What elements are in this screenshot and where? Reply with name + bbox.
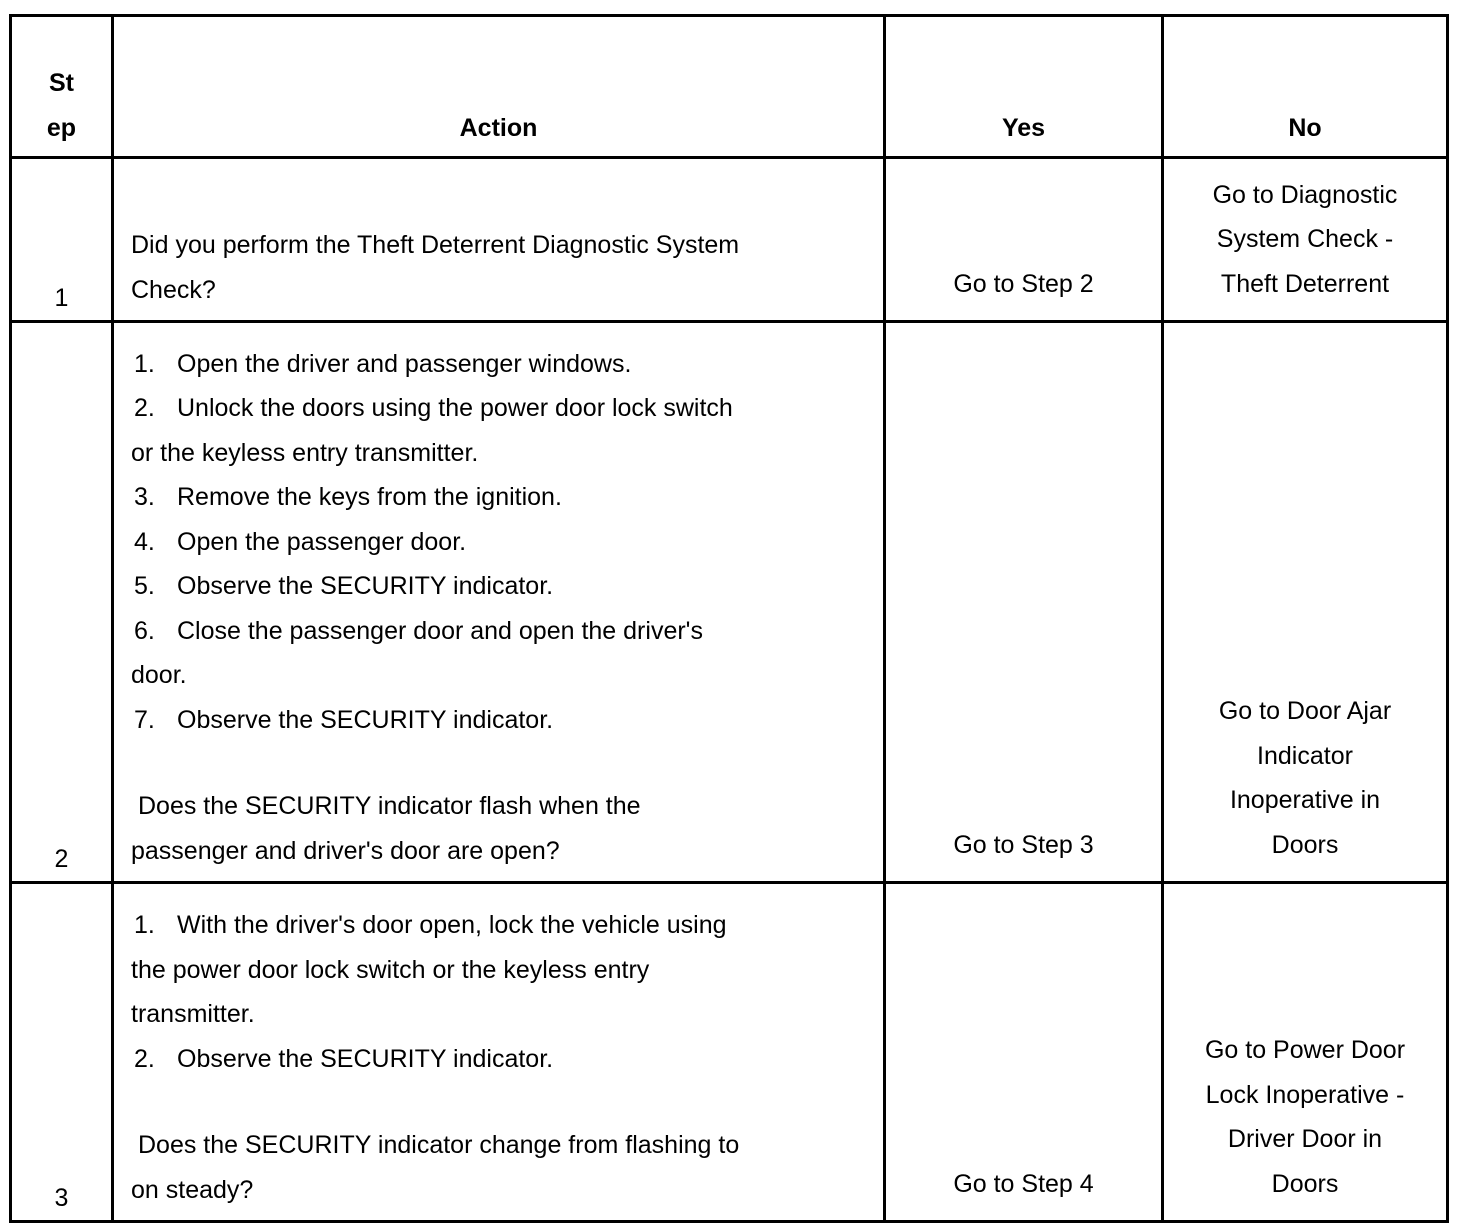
action-cell — [113, 883, 885, 1222]
list-item: 2. Unlock the doors using the power door lock switch — [134, 394, 733, 422]
step-number: 1 — [11, 158, 113, 322]
list-item: 5. Observe the SECURITY indicator. — [134, 572, 554, 600]
step-header-line1: St — [49, 69, 74, 97]
no-text: Doors — [1271, 830, 1339, 859]
list-item: 1. Open the driver and passenger windows. — [134, 349, 632, 378]
question-text: passenger and driver's door are open? — [131, 836, 560, 865]
no-text: System Check - — [1216, 225, 1394, 253]
action-header: Action — [113, 16, 885, 158]
list-item-continuation: the power door lock switch or the keyless entry — [131, 955, 650, 984]
table-row — [11, 322, 1448, 883]
no-text: Doors — [1271, 1169, 1339, 1198]
list-item-continuation: transmitter. — [131, 1000, 255, 1028]
yes-cell: Go to Step 3 — [885, 322, 1163, 883]
step-number: 3 — [11, 883, 113, 1222]
yes-header: Yes — [885, 16, 1163, 158]
list-item: 7. Observe the SECURITY indicator. — [134, 705, 554, 734]
question-text: on steady? — [131, 1175, 254, 1204]
list-item: 1. With the driver's door open, lock the vehicle using — [134, 911, 727, 939]
no-text: Lock Inoperative - — [1205, 1080, 1405, 1109]
list-item: 4. Open the passenger door. — [134, 527, 467, 556]
header-row — [11, 16, 1448, 158]
no-cell — [1163, 322, 1448, 883]
no-text: Indicator — [1257, 741, 1353, 770]
step-number: 2 — [11, 322, 113, 883]
action-text: Check? — [131, 275, 216, 304]
action-text: Did you perform the Theft Deterrent Diagnostic System — [131, 231, 740, 259]
no-text: Theft Deterrent — [1220, 269, 1390, 298]
action-cell — [113, 158, 885, 322]
action-cell — [113, 322, 885, 883]
no-text: Go to Power Door — [1204, 1036, 1406, 1064]
no-cell — [1163, 883, 1448, 1222]
no-cell — [1163, 158, 1448, 322]
yes-cell: Go to Step 4 — [885, 883, 1163, 1222]
list-item-continuation: door. — [131, 661, 187, 689]
diagnostic-table — [9, 14, 1449, 1223]
step-header-line2: ep — [46, 113, 77, 142]
no-header: No — [1163, 16, 1448, 158]
list-item: 2. Observe the SECURITY indicator. — [134, 1044, 554, 1073]
question-text: Does the SECURITY indicator change from flashing to — [138, 1131, 740, 1159]
no-text: Driver Door in — [1227, 1125, 1383, 1153]
list-item-continuation: or the keyless entry transmitter. — [131, 438, 479, 467]
list-item: 6. Close the passenger door and open the driver's — [134, 616, 703, 645]
no-text: Go to Door Ajar — [1218, 697, 1392, 725]
no-text: Inoperative in — [1229, 786, 1381, 814]
yes-cell: Go to Step 2 — [885, 158, 1163, 322]
question-text: Does the SECURITY indicator flash when the — [138, 792, 641, 820]
no-text: Go to Diagnostic — [1212, 180, 1398, 209]
list-item: 3. Remove the keys from the ignition. — [134, 483, 562, 511]
step-header — [11, 16, 113, 158]
table-row — [11, 158, 1448, 322]
table-row — [11, 883, 1448, 1222]
